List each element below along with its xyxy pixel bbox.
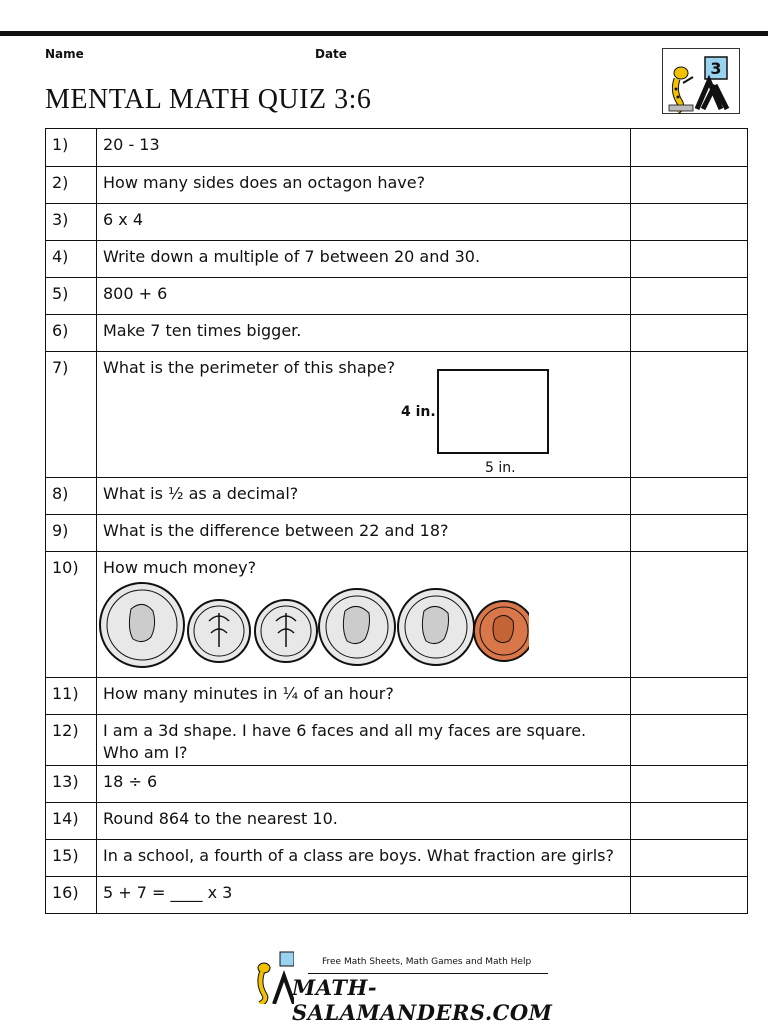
answer-box[interactable] (631, 278, 748, 315)
question-number: 13) (46, 766, 97, 803)
question-text: 18 ÷ 6 (97, 766, 631, 803)
quarter-coin-icon (100, 583, 184, 667)
answer-box[interactable] (631, 315, 748, 352)
question-number: 16) (46, 877, 97, 914)
answer-box[interactable] (631, 204, 748, 241)
bottom-length-label: 5 in. (485, 460, 516, 476)
question-row (46, 552, 748, 678)
question-row (46, 241, 748, 278)
footer (250, 948, 553, 1024)
question-cell (97, 552, 631, 678)
question-number: 5) (46, 278, 97, 315)
question-row (46, 840, 748, 877)
answer-box[interactable] (631, 241, 748, 278)
question-row (46, 803, 748, 840)
question-number: 8) (46, 478, 97, 515)
nickel-coin-icon (398, 589, 474, 665)
answer-box[interactable] (631, 678, 748, 715)
question-row (46, 129, 748, 167)
dime-coin-icon (255, 600, 317, 662)
question-number: 4) (46, 241, 97, 278)
answer-box[interactable] (631, 840, 748, 877)
question-number: 10) (46, 552, 97, 678)
question-text: How much money? (103, 558, 257, 577)
answer-box[interactable] (631, 352, 748, 478)
question-row (46, 877, 748, 914)
question-text: Round 864 to the nearest 10. (97, 803, 631, 840)
question-text: What is the perimeter of this shape? (103, 358, 396, 377)
question-text: Write down a multiple of 7 between 20 and 30. (97, 241, 631, 278)
question-text: 20 - 13 (97, 129, 631, 167)
answer-box[interactable] (631, 803, 748, 840)
question-number: 1) (46, 129, 97, 167)
answer-box[interactable] (631, 766, 748, 803)
answer-box[interactable] (631, 129, 748, 167)
question-number: 3) (46, 204, 97, 241)
question-number: 2) (46, 167, 97, 204)
question-number: 6) (46, 315, 97, 352)
salamander-logo (662, 48, 740, 114)
rectangle-figure (103, 379, 624, 476)
answer-box[interactable] (631, 715, 748, 766)
question-row (46, 352, 748, 478)
penny-coin-icon (474, 601, 529, 661)
quiz-table (45, 128, 748, 914)
salamander-footer-icon (250, 950, 294, 1004)
grade-badge: 3 (710, 59, 722, 78)
question-row (46, 715, 748, 766)
coins-figure (103, 579, 624, 669)
footer-divider (308, 973, 548, 974)
question-number: 9) (46, 515, 97, 552)
question-row (46, 278, 748, 315)
question-row (46, 167, 748, 204)
page-title: MENTAL MATH QUIZ 3:6 (45, 84, 372, 115)
question-cell (97, 352, 631, 478)
question-number: 11) (46, 678, 97, 715)
question-text: How many sides does an octagon have? (97, 167, 631, 204)
answer-box[interactable] (631, 478, 748, 515)
nickel-coin-icon (319, 589, 395, 665)
question-row (46, 204, 748, 241)
question-number: 7) (46, 352, 97, 478)
question-number: 12) (46, 715, 97, 766)
question-text-line2: Who am I? (103, 743, 188, 762)
question-row (46, 515, 748, 552)
question-text: I am a 3d shape. I have 6 faces and all my faces are square. (103, 721, 587, 740)
footer-tagline: Free Math Sheets, Math Games and Math Help (322, 957, 532, 967)
answer-box[interactable] (631, 552, 748, 678)
footer-brand[interactable]: MATH-SALAMANDERS.COM (292, 975, 553, 1024)
question-text: What is ½ as a decimal? (97, 478, 631, 515)
answer-box[interactable] (631, 877, 748, 914)
rectangle-shape (437, 369, 549, 454)
top-rule (0, 31, 768, 36)
question-text: How many minutes in ¼ of an hour? (97, 678, 631, 715)
question-row (46, 478, 748, 515)
answer-box[interactable] (631, 167, 748, 204)
question-number: 15) (46, 840, 97, 877)
question-text: 6 x 4 (97, 204, 631, 241)
question-number: 14) (46, 803, 97, 840)
dime-coin-icon (188, 600, 250, 662)
question-text: What is the difference between 22 and 18? (97, 515, 631, 552)
side-length-label: 4 in. (401, 404, 436, 420)
question-text: In a school, a fourth of a class are boys. What fraction are girls? (97, 840, 631, 877)
question-cell (97, 715, 631, 766)
question-row (46, 766, 748, 803)
question-row (46, 678, 748, 715)
answer-box[interactable] (631, 515, 748, 552)
date-label: Date (315, 47, 347, 61)
name-label: Name (45, 47, 84, 61)
question-text: 5 + 7 = ____ x 3 (97, 877, 631, 914)
question-text: Make 7 ten times bigger. (97, 315, 631, 352)
question-text: 800 + 6 (97, 278, 631, 315)
question-row (46, 315, 748, 352)
